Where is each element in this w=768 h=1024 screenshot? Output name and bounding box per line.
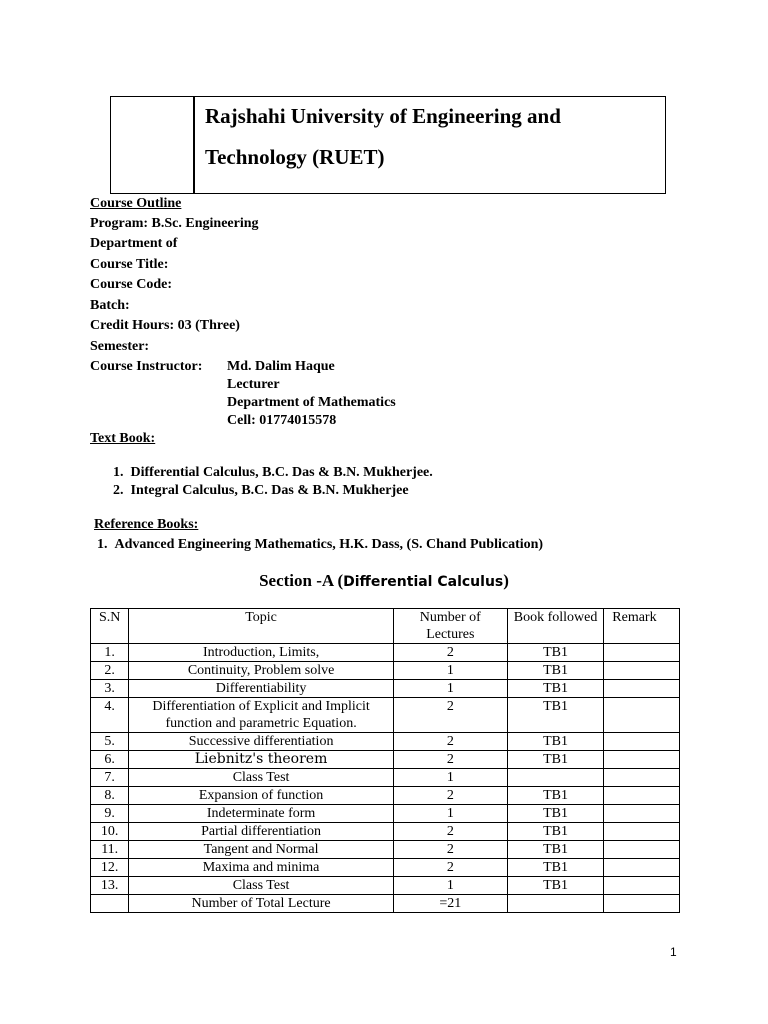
cell-remark	[604, 859, 680, 877]
table-row	[91, 841, 680, 859]
text-book-item: 2. Integral Calculus, B.C. Das & B.N. Mukherjee	[113, 483, 409, 498]
table-row	[91, 751, 680, 769]
table-total-row	[91, 895, 680, 913]
cell-sn: 9.	[91, 805, 129, 823]
cell-book: TB1	[507, 823, 603, 841]
cell-sn: 3.	[91, 680, 129, 698]
cell-book: TB1	[507, 751, 603, 769]
cell-lectures: 2	[393, 841, 507, 859]
cell-sn: 7.	[91, 769, 129, 787]
cell-lectures: 1	[393, 680, 507, 698]
table-row	[91, 698, 680, 733]
table-row	[91, 733, 680, 751]
header-book: Book followed	[507, 609, 603, 644]
cell-sn: 12.	[91, 859, 129, 877]
cell-lectures: 2	[393, 733, 507, 751]
cell-topic: Successive differentiation	[129, 733, 393, 751]
section-name: Differential Calculus	[343, 574, 504, 590]
cell-sn: 8.	[91, 787, 129, 805]
cell-lectures: 2	[393, 859, 507, 877]
section-title: Section -A (Differential Calculus)	[259, 571, 509, 590]
total-value: =21	[393, 895, 507, 913]
cell-remark	[604, 680, 680, 698]
text-book-heading: Text Book:	[90, 431, 156, 446]
cell-empty	[507, 895, 603, 913]
table-row	[91, 877, 680, 895]
cell-book: TB1	[507, 644, 603, 662]
table-row	[91, 859, 680, 877]
text-book-item: 1. Differential Calculus, B.C. Das & B.N. Mukherjee.	[113, 465, 433, 480]
cell-book: TB1	[507, 859, 603, 877]
page-number: 1	[670, 945, 677, 959]
cell-topic: Class Test	[129, 877, 393, 895]
cell-book: TB1	[507, 877, 603, 895]
cell-remark	[604, 823, 680, 841]
cell-lectures: 1	[393, 805, 507, 823]
cell-sn: 1.	[91, 644, 129, 662]
reference-book-item: 1. Advanced Engineering Mathematics, H.K. Dass, (S. Chand Publication)	[97, 537, 544, 552]
cell-sn: 2.	[91, 662, 129, 680]
cell-topic: Class Test	[129, 769, 393, 787]
cell-sn: 11.	[91, 841, 129, 859]
cell-lectures: 2	[393, 823, 507, 841]
cell-book	[507, 769, 603, 787]
cell-book: TB1	[507, 733, 603, 751]
course-title-line: Course Title:	[90, 257, 169, 272]
table-row	[91, 769, 680, 787]
cell-book: TB1	[507, 841, 603, 859]
cell-remark	[604, 787, 680, 805]
cell-book: TB1	[507, 805, 603, 823]
cell-topic: Expansion of function	[129, 787, 393, 805]
table-row	[91, 805, 680, 823]
semester-line: Semester:	[90, 339, 150, 354]
instructor-cell: Cell: 01774015578	[227, 413, 337, 428]
instructor-name: Md. Dalim Haque	[227, 359, 335, 374]
cell-remark	[604, 841, 680, 859]
cell-remark	[604, 769, 680, 787]
cell-remark	[604, 751, 680, 769]
cell-sn: 4.	[91, 698, 129, 733]
cell-sn: 13.	[91, 877, 129, 895]
credit-hours-line: Credit Hours: 03 (Three)	[90, 318, 240, 333]
cell-lectures: 1	[393, 662, 507, 680]
cell-sn: 10.	[91, 823, 129, 841]
cell-sn: 6.	[91, 751, 129, 769]
header-box	[110, 96, 668, 194]
instructor-position: Lecturer	[227, 377, 280, 392]
table-row	[91, 662, 680, 680]
cell-remark	[604, 644, 680, 662]
program-line: Program: B.Sc. Engineering	[90, 216, 259, 231]
cell-remark	[604, 733, 680, 751]
cell-topic: Introduction, Limits,	[129, 644, 393, 662]
table-row	[91, 787, 680, 805]
cell-remark	[604, 698, 680, 733]
department-line: Department of	[90, 236, 178, 251]
cell-topic: Indeterminate form	[129, 805, 393, 823]
cell-empty	[91, 895, 129, 913]
cell-lectures: 2	[393, 644, 507, 662]
header-sn: S.N	[91, 609, 129, 644]
cell-lectures: 2	[393, 751, 507, 769]
cell-empty	[604, 895, 680, 913]
cell-lectures: 2	[393, 698, 507, 733]
batch-line: Batch:	[90, 298, 130, 313]
cell-remark	[604, 805, 680, 823]
total-label: Number of Total Lecture	[129, 895, 393, 913]
cell-topic: Differentiation of Explicit and Implicit function and parametric Equation.	[129, 698, 393, 733]
cell-topic: Continuity, Problem solve	[129, 662, 393, 680]
cell-lectures: 1	[393, 769, 507, 787]
cell-sn: 5.	[91, 733, 129, 751]
instructor-label: Course Instructor:	[90, 359, 203, 374]
university-title-line-1: Rajshahi University of Engineering and	[205, 104, 561, 128]
cell-topic: Tangent and Normal	[129, 841, 393, 859]
cell-book: TB1	[507, 698, 603, 733]
cell-topic: Differentiability	[129, 680, 393, 698]
logo-placeholder	[110, 96, 194, 194]
course-schedule-table	[90, 608, 680, 913]
reference-books-heading: Reference Books:	[94, 517, 199, 532]
cell-topic: Maxima and minima	[129, 859, 393, 877]
header-lectures: Number of Lectures	[393, 609, 507, 644]
header-topic: Topic	[129, 609, 393, 644]
table-row	[91, 680, 680, 698]
instructor-department: Department of Mathematics	[227, 395, 396, 410]
title-box	[194, 96, 666, 194]
table-header-row	[91, 609, 680, 644]
cell-remark	[604, 662, 680, 680]
cell-topic: Partial differentiation	[129, 823, 393, 841]
header-remark: Remark	[604, 609, 680, 644]
cell-book: TB1	[507, 680, 603, 698]
cell-topic: Liebnitz's theorem	[129, 751, 393, 769]
table-row	[91, 644, 680, 662]
cell-book: TB1	[507, 662, 603, 680]
course-outline-heading: Course Outline	[90, 196, 182, 211]
cell-lectures: 2	[393, 787, 507, 805]
table-row	[91, 823, 680, 841]
cell-remark	[604, 877, 680, 895]
cell-lectures: 1	[393, 877, 507, 895]
university-title-line-2: Technology (RUET)	[205, 145, 385, 169]
cell-book: TB1	[507, 787, 603, 805]
course-code-line: Course Code:	[90, 277, 173, 292]
